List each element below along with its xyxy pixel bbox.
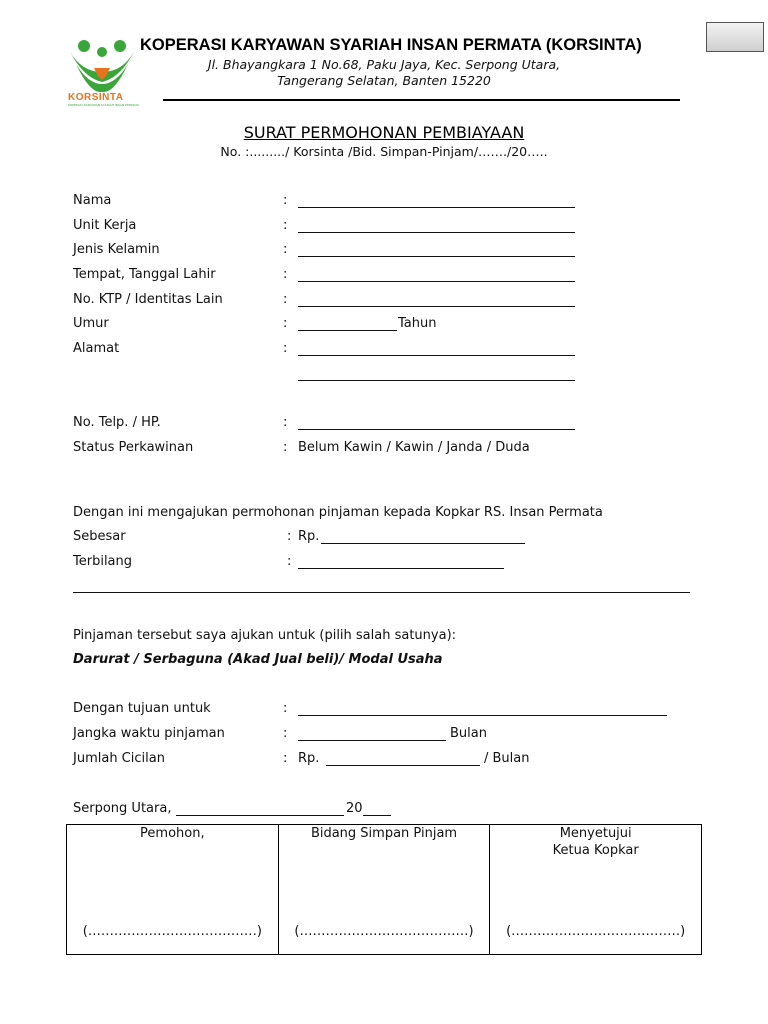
umur-unit: Tahun	[398, 316, 437, 331]
colon: :	[283, 316, 288, 331]
place-label: Serpong Utara,	[73, 801, 172, 816]
label-alamat: Alamat	[73, 341, 120, 356]
label-terbilang: Terbilang	[73, 554, 133, 569]
rp-cicilan-label: Rp.	[298, 751, 320, 766]
signature-name-placeholder: (…………………………………)	[506, 924, 686, 939]
colon: :	[287, 529, 292, 544]
colon: :	[283, 701, 288, 716]
label-sebesar: Sebesar	[73, 529, 126, 544]
terbilang-field[interactable]	[298, 568, 504, 569]
bulan-label: Bulan	[450, 726, 487, 741]
rp-label: Rp.	[298, 529, 320, 544]
colon: :	[283, 726, 288, 741]
ttl-field[interactable]	[298, 281, 575, 282]
tujuan-field[interactable]	[298, 715, 667, 716]
loan-options[interactable]: Darurat / Serbaguna (Akad Jual beli)/ Modal Usaha	[73, 652, 443, 667]
year-label: 20	[346, 801, 363, 816]
label-ktp: No. KTP / Identitas Lain	[73, 292, 223, 307]
jenis-kelamin-field[interactable]	[298, 256, 575, 257]
alamat-field-2[interactable]	[298, 380, 575, 381]
label-jenis-kelamin: Jenis Kelamin	[73, 242, 160, 257]
org-name: KOPERASI KARYAWAN SYARIAH INSAN PERMATA (KORSINTA)	[140, 36, 642, 54]
logo-subtext: KOPERASI KARYAWAN SYARIAH INSAN PERMATA	[68, 103, 140, 107]
label-unit-kerja: Unit Kerja	[73, 218, 137, 233]
umur-field[interactable]	[298, 330, 397, 331]
choose-text: Pinjaman tersebut saya ajukan untuk (pilih salah satunya):	[73, 628, 457, 643]
signature-cell-bidang[interactable]	[279, 825, 491, 954]
address-line-1: Jl. Bhayangkara 1 No.68, Paku Jaya, Kec. Serpong Utara,	[207, 57, 561, 72]
cicilan-field[interactable]	[326, 765, 480, 766]
date-field[interactable]	[176, 815, 344, 816]
label-ttl: Tempat, Tanggal Lahir	[73, 267, 216, 282]
colon: :	[283, 218, 288, 233]
signature-title: Bidang Simpan Pinjam	[310, 826, 458, 841]
colon: :	[283, 292, 288, 307]
signature-table	[66, 824, 702, 955]
alamat-field-1[interactable]	[298, 355, 575, 356]
colon: :	[283, 193, 288, 208]
sebesar-field[interactable]	[321, 543, 525, 544]
signature-name-placeholder: (…………………………………)	[82, 924, 262, 939]
signature-cell-ketua[interactable]	[490, 825, 701, 954]
colon: :	[283, 751, 288, 766]
document-title: SURAT PERMOHONAN PEMBIAYAAN	[243, 123, 525, 142]
terbilang-field-2[interactable]	[73, 592, 690, 593]
signature-cell-pemohon[interactable]	[67, 825, 279, 954]
colon: :	[283, 267, 288, 282]
year-field[interactable]	[363, 815, 391, 816]
corner-box	[706, 22, 764, 52]
colon: :	[283, 415, 288, 430]
label-cicilan: Jumlah Cicilan	[73, 751, 165, 766]
telp-field[interactable]	[298, 429, 575, 430]
label-jangka: Jangka waktu pinjaman	[73, 726, 225, 741]
address-line-2: Tangerang Selatan, Banten 15220	[277, 73, 491, 88]
status-options[interactable]: Belum Kawin / Kawin / Janda / Duda	[298, 440, 530, 455]
signature-title: Menyetujui Ketua Kopkar	[552, 826, 639, 858]
signature-title: Pemohon,	[140, 826, 205, 841]
jangka-field[interactable]	[298, 740, 446, 741]
ktp-field[interactable]	[298, 306, 575, 307]
colon: :	[287, 554, 292, 569]
label-telp: No. Telp. / HP.	[73, 415, 161, 430]
logo-text: KORSINTA	[68, 92, 124, 103]
label-umur: Umur	[73, 316, 109, 331]
header-rule	[163, 99, 680, 101]
signature-name-placeholder: (…………………………………)	[294, 924, 474, 939]
unit-kerja-field[interactable]	[298, 232, 575, 233]
korsinta-logo	[66, 38, 138, 106]
loan-intro: Dengan ini mengajukan permohonan pinjaman kepada Kopkar RS. Insan Permata	[73, 505, 603, 520]
label-status: Status Perkawinan	[73, 440, 194, 455]
letter-number: No. :........./ Korsinta /Bid. Simpan-Pinjam/……./20…..	[220, 144, 548, 159]
per-bulan-label: / Bulan	[484, 751, 530, 766]
nama-field[interactable]	[298, 207, 575, 208]
colon: :	[283, 341, 288, 356]
label-nama: Nama	[73, 193, 112, 208]
label-tujuan: Dengan tujuan untuk	[73, 701, 211, 716]
colon: :	[283, 440, 288, 455]
colon: :	[283, 242, 288, 257]
